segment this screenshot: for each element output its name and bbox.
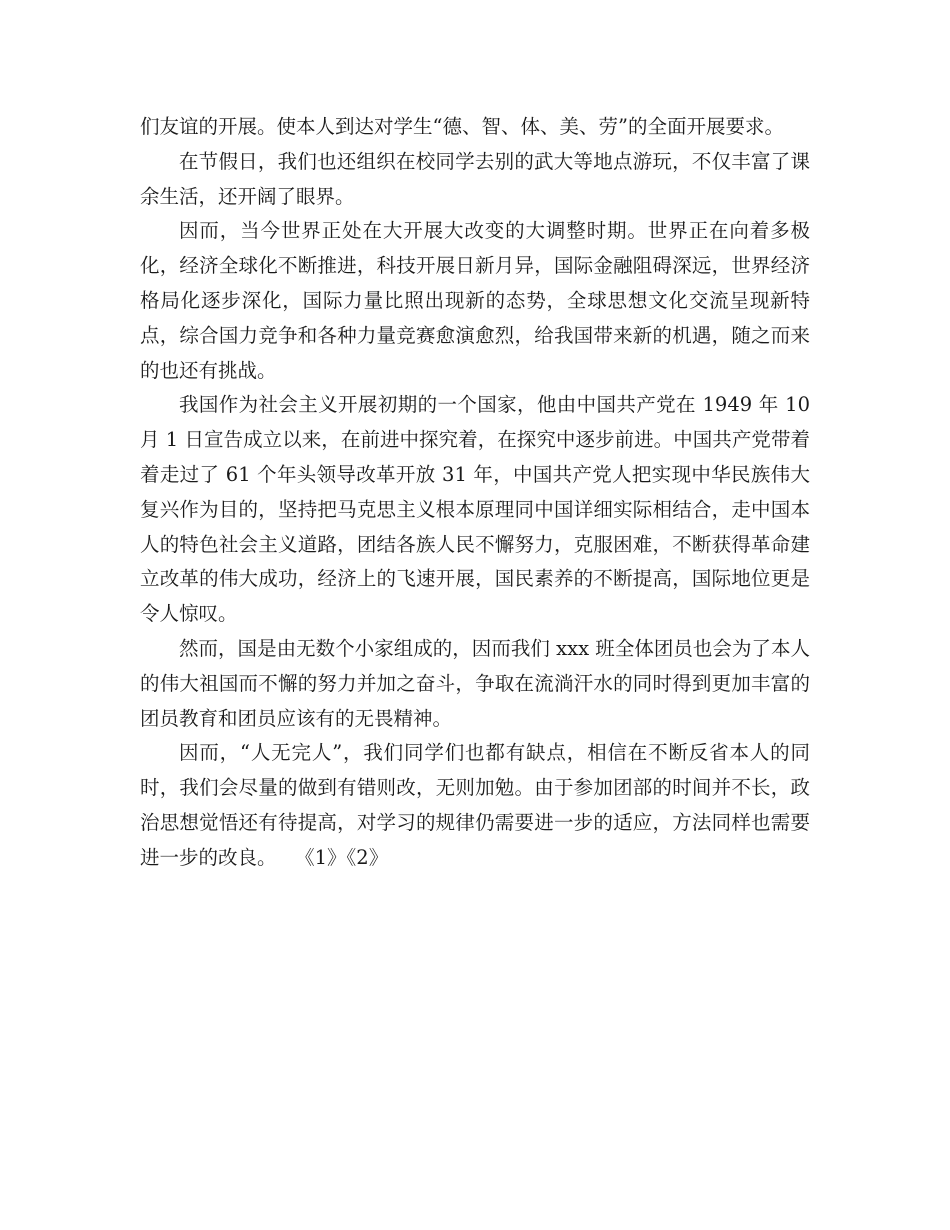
paragraph-4: 我国作为社会主义开展初期的一个国家，他由中国共产党在 1949 年 10 月 1 日宣告成立以来，在前进中探究着，在探究中逐步前进。中国共产党带着着走过了 61 个年头领导改革开放 31 年，中国共产党人把实现中华民族伟大复兴作为目的，坚持把马克思主义根本原理同中国详细实际相结合，走中国本人的特色社会主义道路，团结各族人民不懈努力，克服困难，不断获得革命建立改革的伟大成功，经济上的飞速开展，国民素养的不断提高，国际地位更是令人惊叹。: [140, 393, 810, 626]
paragraph-5: 然而，国是由无数个小家组成的，因而我们 xxx 班全体团员也会为了本人的伟大祖国而不懈的努力并加之奋斗，争取在流淌汗水的同时得到更加丰富的团员教育和团员应该有的无畏精神。: [140, 636, 810, 730]
page-link-1[interactable]: 《1》: [295, 845, 347, 869]
paragraph-6: [140, 736, 810, 875]
document-body: [140, 110, 810, 876]
paragraph-3: 因而，当今世界正处在大开展大改变的大调整时期。世界正在向着多极化，经济全球化不断推进，科技开展日新月异，国际金融阻碍深远，世界经济格局化逐步深化，国际力量比照出现新的态势，全球思想文化交流呈现新特点，综合国力竞争和各种力量竞赛愈演愈烈，给我国带来新的机遇，随之而来的也还有挑战。: [140, 219, 810, 382]
paragraph-6-text: 因而，“人无完人”，我们同学们也都有缺点，相信在不断反省本人的同时，我们会尽量的做到有错则改，无则加勉。由于参加团部的时间并不长，政治思想觉悟还有待提高，对学习的规律仍需要进一步的适应，方法同样也需要进一步的改良。: [140, 741, 810, 869]
page-link-2[interactable]: 《2》: [346, 845, 389, 869]
paragraph-2: 在节假日，我们也还组织在校同学去别的武大等地点游玩，不仅丰富了课余生活，还开阔了眼界。: [140, 149, 810, 208]
paragraph-1: 们友谊的开展。使本人到达对学生“德、智、体、美、劳”的全面开展要求。: [140, 115, 784, 138]
page-links: [295, 846, 388, 869]
